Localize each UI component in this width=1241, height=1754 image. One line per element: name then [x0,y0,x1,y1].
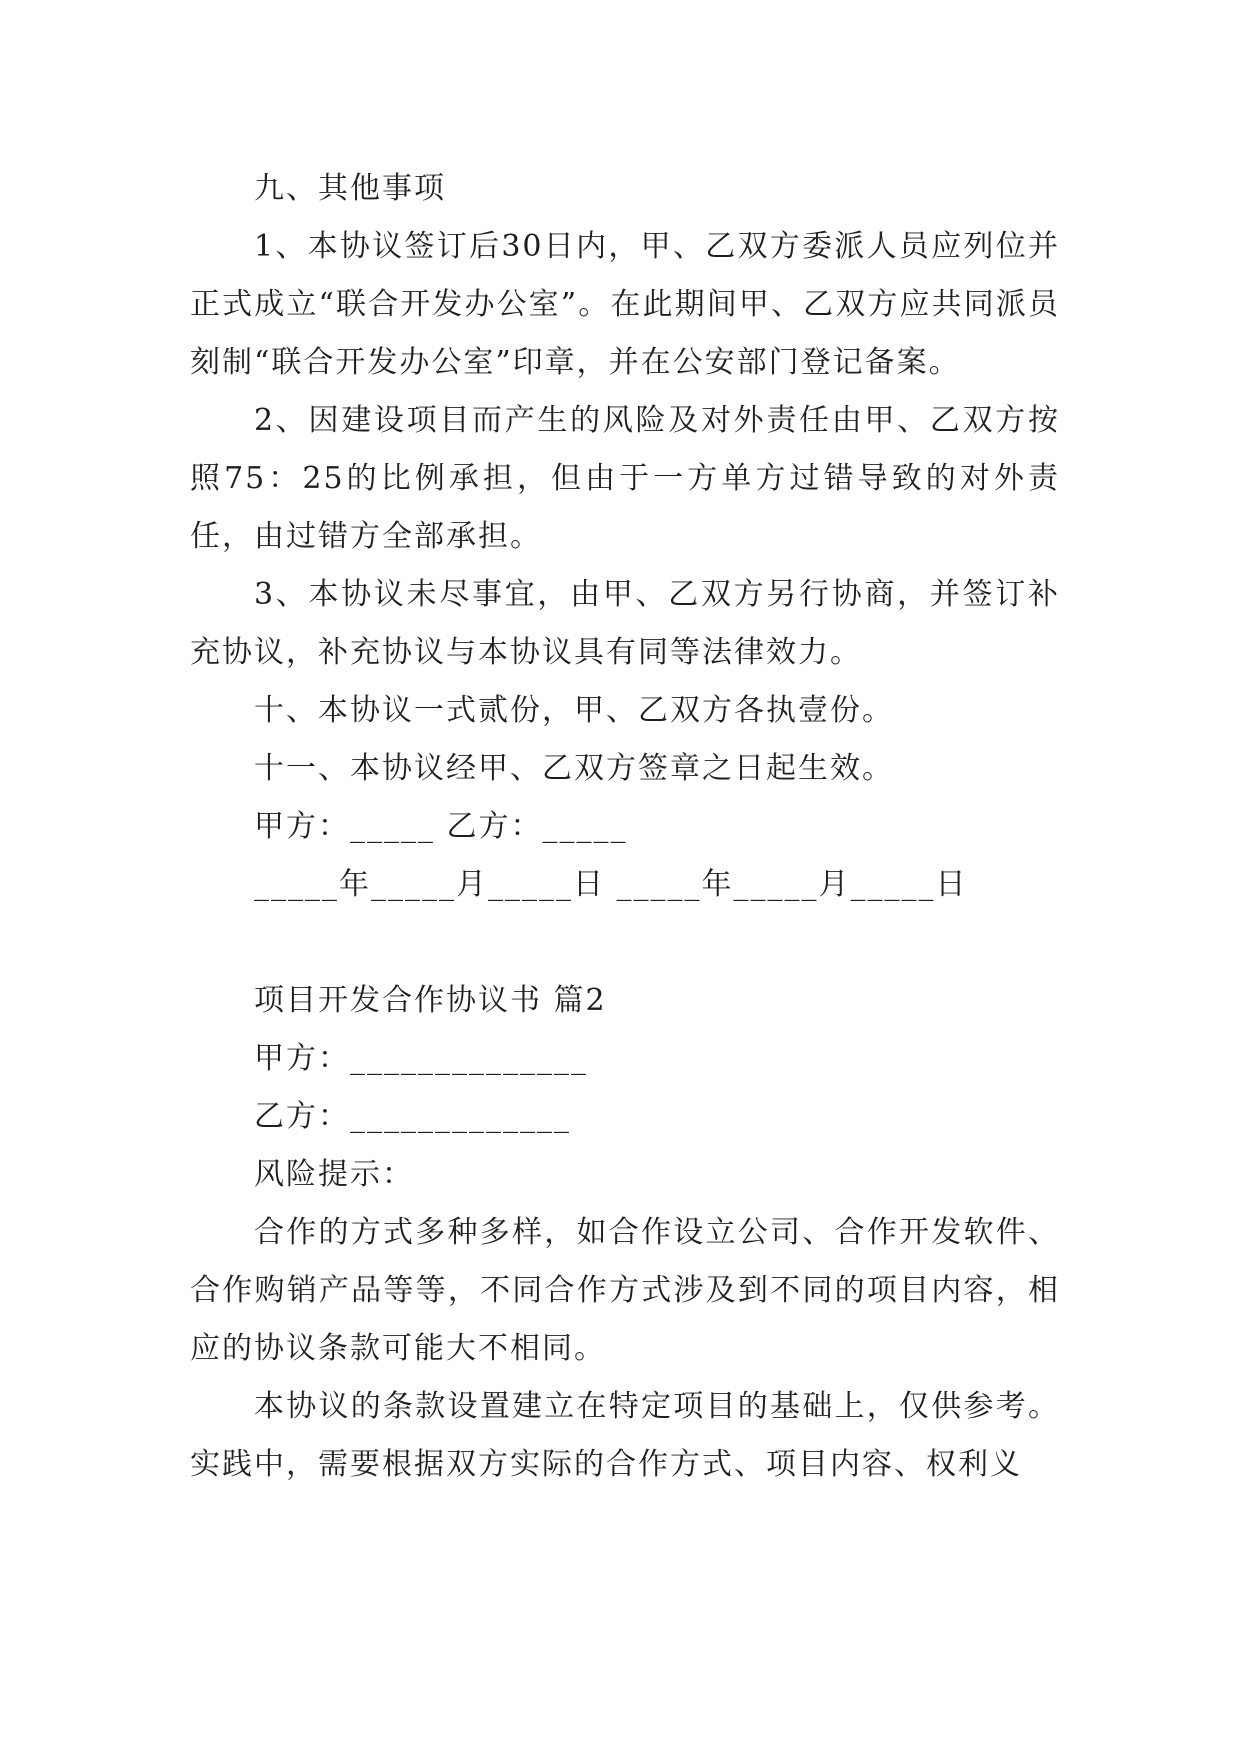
party-b-field: 乙方：_____________ [254,1099,571,1134]
risk-paragraph-2: 本协议的条款设置建立在特定项目的基础上，仅供参考。实践中，需要根据双方实际的合作方式、项目内容、权利义 [190,1389,1060,1482]
paragraph-clause-1: 1、本协议签订后30日内，甲、乙双方委派人员应列位并正式成立“联合开发办公室”。在此期间甲、乙双方应共同派员刻制“联合开发办公室”印章，并在公安部门登记备案。 [190,229,1060,380]
part2-title: 项目开发合作协议书 篇2 [254,983,607,1018]
date-line: _____年_____月_____日 _____年_____月_____日 [254,867,968,902]
document-body [190,160,1060,1494]
section-heading-other-matters: 九、其他事项 [254,171,446,206]
party-a-field: 甲方：______________ [254,1041,588,1076]
paragraph-clause-2: 2、因建设项目而产生的风险及对外责任由甲、乙双方按照75：25的比例承担，但由于一方单方过错导致的对外责任，由过错方全部承担。 [190,403,1060,554]
paragraph-copies: 十、本协议一式贰份，甲、乙双方各执壹份。 [254,693,894,728]
paragraph-clause-3: 3、本协议未尽事宜，由甲、乙双方另行协商，并签订补充协议，补充协议与本协议具有同等法律效力。 [190,577,1060,670]
section-gap [190,914,1060,972]
signature-line: 甲方：_____ 乙方：_____ [254,809,628,844]
paragraph-effective: 十一、本协议经甲、乙双方签章之日起生效。 [254,751,894,786]
risk-paragraph-1: 合作的方式多种多样，如合作设立公司、合作开发软件、合作购销产品等等，不同合作方式涉及到不同的项目内容，相应的协议条款可能大不相同。 [190,1215,1060,1366]
risk-heading: 风险提示： [254,1157,414,1192]
